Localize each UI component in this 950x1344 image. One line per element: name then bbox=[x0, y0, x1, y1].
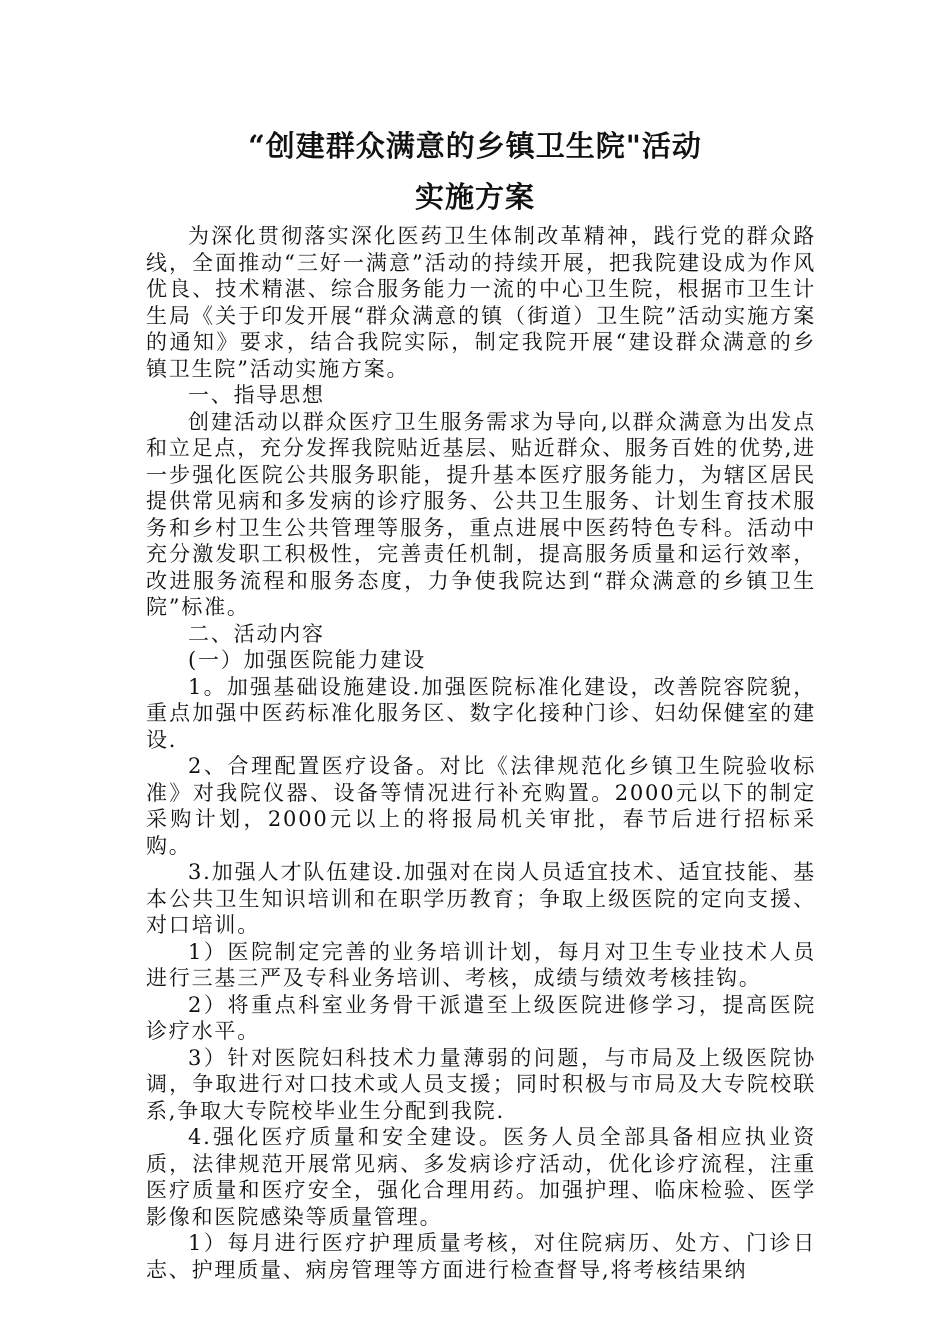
section-heading-guiding-thought: 一、指导思想 bbox=[188, 383, 325, 407]
item-quality-safety: 4.强化医疗质量和安全建设。医务人员全部具备相应执业资质，法律规范开展常见病、多发病诊疗活动，优化诊疗流程，注重医疗质量和医疗安全，强化合理用药。加强护理、临床检验、医学影像和医院感染等质量管理。 bbox=[146, 1125, 816, 1229]
item-equipment: 2、合理配置医疗设备。对比《法律规范化乡镇卫生院验收标准》对我院仪器、设备等情况进行补充购置。2000元以下的制定采购计划，2000元以上的将报局机关审批，春节后进行招标采购。 bbox=[146, 754, 816, 858]
guiding-thought-paragraph: 创建活动以群众医疗卫生服务需求为导向,以群众满意为出发点和立足点，充分发挥我院贴近基层、贴近群众、服务百姓的优势,进一步强化医院公共服务职能，提升基本医疗服务能力，为辖区居民提供常见病和多发病的诊疗服务、公共卫生服务、计划生育技术服务和乡村卫生公共管理等服务，重点进展中医药特色专科。活动中充分激发职工积极性，完善责任机制，提高服务质量和运行效率，改进服务流程和服务态度，力争使我院达到“群众满意的乡镇卫生院”标准。 bbox=[146, 409, 816, 619]
item-talent: 3.加强人才队伍建设.加强对在岗人员适宜技术、适宜技能、基本公共卫生知识培训和在职学历教育；争取上级医院的定向支援、对口培训。 bbox=[146, 860, 816, 937]
subitem-further-study: 2）将重点科室业务骨干派遣至上级医院进修学习，提高医院诊疗水平。 bbox=[146, 992, 816, 1043]
document-title-line-1: “创建群众满意的乡镇卫生院"活动 bbox=[248, 129, 702, 163]
subitem-monthly-assessment: 1）每月进行医疗护理质量考核，对住院病历、处方、门诊日志、护理质量、病房管理等方面进行检查督导,将考核结果纳 bbox=[146, 1231, 816, 1282]
intro-paragraph: 为深化贯彻落实深化医药卫生体制改革精神，践行党的群众路线，全面推动“三好一满意”活动的持续开展，把我院建设成为作风优良、技术精湛、综合服务能力一流的中心卫生院，根据市卫生计生局《关于印发开展“群众满意的镇（街道）卫生院”活动实施方案的通知》要求，结合我院实际，制定我院开展“建设群众满意的乡镇卫生院”活动实施方案。 bbox=[146, 224, 816, 381]
section-heading-activity-content: 二、活动内容 bbox=[188, 621, 325, 646]
subitem-gynecology-support: 3）针对医院妇科技术力量薄弱的问题，与市局及上级医院协调，争取进行对口技术或人员支援；同时积极与市局及大专院校联系,争取大专院校毕业生分配到我院. bbox=[146, 1045, 816, 1123]
document-body bbox=[146, 223, 816, 1283]
document-title-line-2: 实施方案 bbox=[414, 180, 535, 214]
subsection-heading-capacity: (一）加强医院能力建设 bbox=[188, 648, 426, 672]
subitem-training-plan: 1）医院制定完善的业务培训计划，每月对卫生专业技术人员进行三基三严及专科业务培训、考核，成绩与绩效考核挂钩。 bbox=[146, 939, 816, 990]
item-infrastructure: 1。加强基础设施建设.加强医院标准化建设，改善院容院貌，重点加强中医药标准化服务区、数字化接种门诊、妇幼保健室的建设. bbox=[146, 674, 816, 752]
